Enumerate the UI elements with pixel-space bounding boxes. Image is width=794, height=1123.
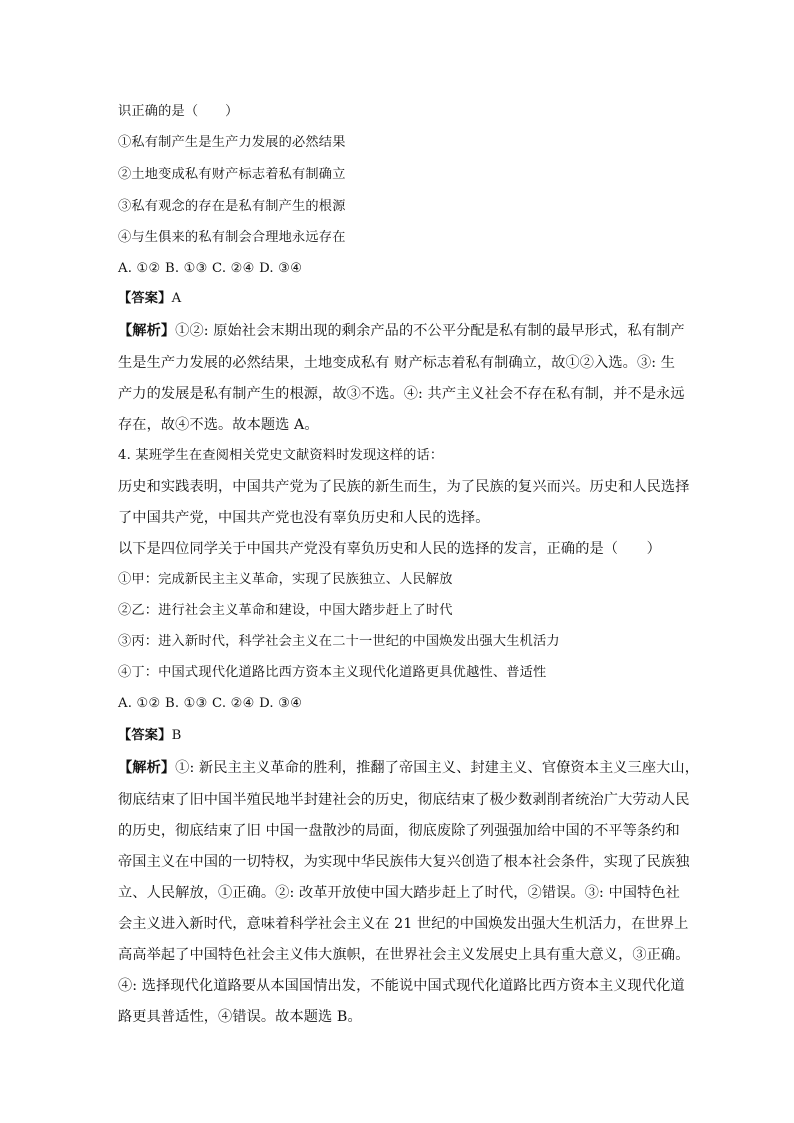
question-4-analysis-line-1 bbox=[118, 759, 699, 777]
question-4-choices: A. ①② B. ①③ C. ②④ D. ③④ bbox=[118, 696, 303, 711]
question-3-analysis-line-3: 产力的发展是私有制产生的根源，故③不选。④: 共产主义社会不存在私有制，并不是永远 bbox=[118, 386, 685, 402]
analysis-text: ①: 新民主主义革命的胜利，推翻了帝国主义、封建主义、官僚资本主义三座大山， bbox=[175, 760, 699, 776]
question-4-analysis-line-5: 立、人民解放，①正确。②: 改革开放使中国大踏步赶上了时代，②错误。③: 中国特色社 bbox=[118, 885, 680, 901]
question-4-analysis-line-8: ④: 选择现代化道路要从本国国情出发，不能说中国式现代化道路比西方资本主义现代化道 bbox=[118, 978, 685, 994]
question-4-quote-line-2: 了中国共产党，中国共产党也没有辜负历史和人民的选择。 bbox=[118, 510, 490, 526]
question-4-quote-line-1: 历史和实践表明，中国共产党为了民族的新生而生，为了民族的复兴而兴。历史和人民选择 bbox=[118, 479, 690, 495]
question-3-analysis-line-4: 存在，故④不选。故本题选 A。 bbox=[118, 417, 319, 433]
question-4-stem: 4. 某班学生在查阅相关党史文献资料时发现这样的话： bbox=[118, 448, 444, 463]
question-4-option-3: ③丙：进入新时代，科学社会主义在二十一世纪的中国焕发出强大生机活力 bbox=[118, 634, 560, 649]
question-4-question: 以下是四位同学关于中国共产党没有辜负历史和人民的选择的发言，正确的是（ ） bbox=[118, 541, 661, 557]
question-3-option-2: ②土地变成私有财产标志着私有制确立 bbox=[118, 167, 346, 182]
analysis-text: ①②: 原始社会末期出现的剩余产品的不公平分配是私有制的最早形式，私有制产 bbox=[175, 323, 685, 339]
question-4-analysis-line-3: 的历史，彻底结束了旧 中国一盘散沙的局面，彻底废除了列强强加给中国的不平等条约和 bbox=[118, 823, 680, 839]
answer-label: 【答案】 bbox=[118, 291, 172, 306]
question-3-analysis-line-2: 生是生产力发展的必然结果，土地变成私有 财产标志着私有制确立，故①②入选。③: 生 bbox=[118, 355, 676, 371]
question-4-option-2: ②乙：进行社会主义革命和建设，中国大踏步赶上了时代 bbox=[118, 603, 453, 618]
answer-value: A bbox=[171, 291, 182, 306]
question-3-answer bbox=[118, 290, 181, 308]
question-3-analysis-line-1 bbox=[118, 322, 685, 340]
question-4-analysis-line-7: 高高举起了中国特色社会主义伟大旗帜，在世界社会主义发展史上具有重大意义，③正确。 bbox=[118, 947, 690, 963]
question-4-analysis-line-9: 路更具普适性，④错误。故本题选 B。 bbox=[118, 1009, 362, 1025]
question-3-option-1: ①私有制产生是生产力发展的必然结果 bbox=[118, 135, 346, 150]
answer-label: 【答案】 bbox=[118, 728, 172, 743]
question-3-option-4: ④与生俱来的私有制会合理地永远存在 bbox=[118, 230, 346, 245]
question-3-option-3: ③私有观念的存在是私有制产生的根源 bbox=[118, 199, 346, 214]
question-4-option-1: ①甲：完成新民主主义革命，实现了民族独立、人民解放 bbox=[118, 572, 453, 587]
question-4-answer bbox=[118, 727, 181, 745]
analysis-label: 【解析】 bbox=[118, 323, 176, 339]
question-3-stem-tail: 识正确的是（ ） bbox=[118, 104, 239, 119]
analysis-label: 【解析】 bbox=[118, 760, 176, 776]
answer-value: B bbox=[171, 728, 182, 743]
question-4-analysis-line-4: 帝国主义在中国的一切特权，为实现中华民族伟大复兴创造了根本社会条件，实现了民族独 bbox=[118, 854, 690, 870]
question-3-choices: A. ①② B. ①③ C. ②④ D. ③④ bbox=[118, 261, 303, 276]
question-4-analysis-line-2: 彻底结束了旧中国半殖民地半封建社会的历史，彻底结束了极少数剥削者统治广大劳动人民 bbox=[118, 792, 690, 808]
question-4-option-4: ④丁：中国式现代化道路比西方资本主义现代化道路更具优越性、普适性 bbox=[118, 665, 547, 680]
question-4-analysis-line-6: 会主义进入新时代，意味着科学社会主义在 21 世纪的中国焕发出强大生机活力，在世界上 bbox=[118, 916, 689, 932]
